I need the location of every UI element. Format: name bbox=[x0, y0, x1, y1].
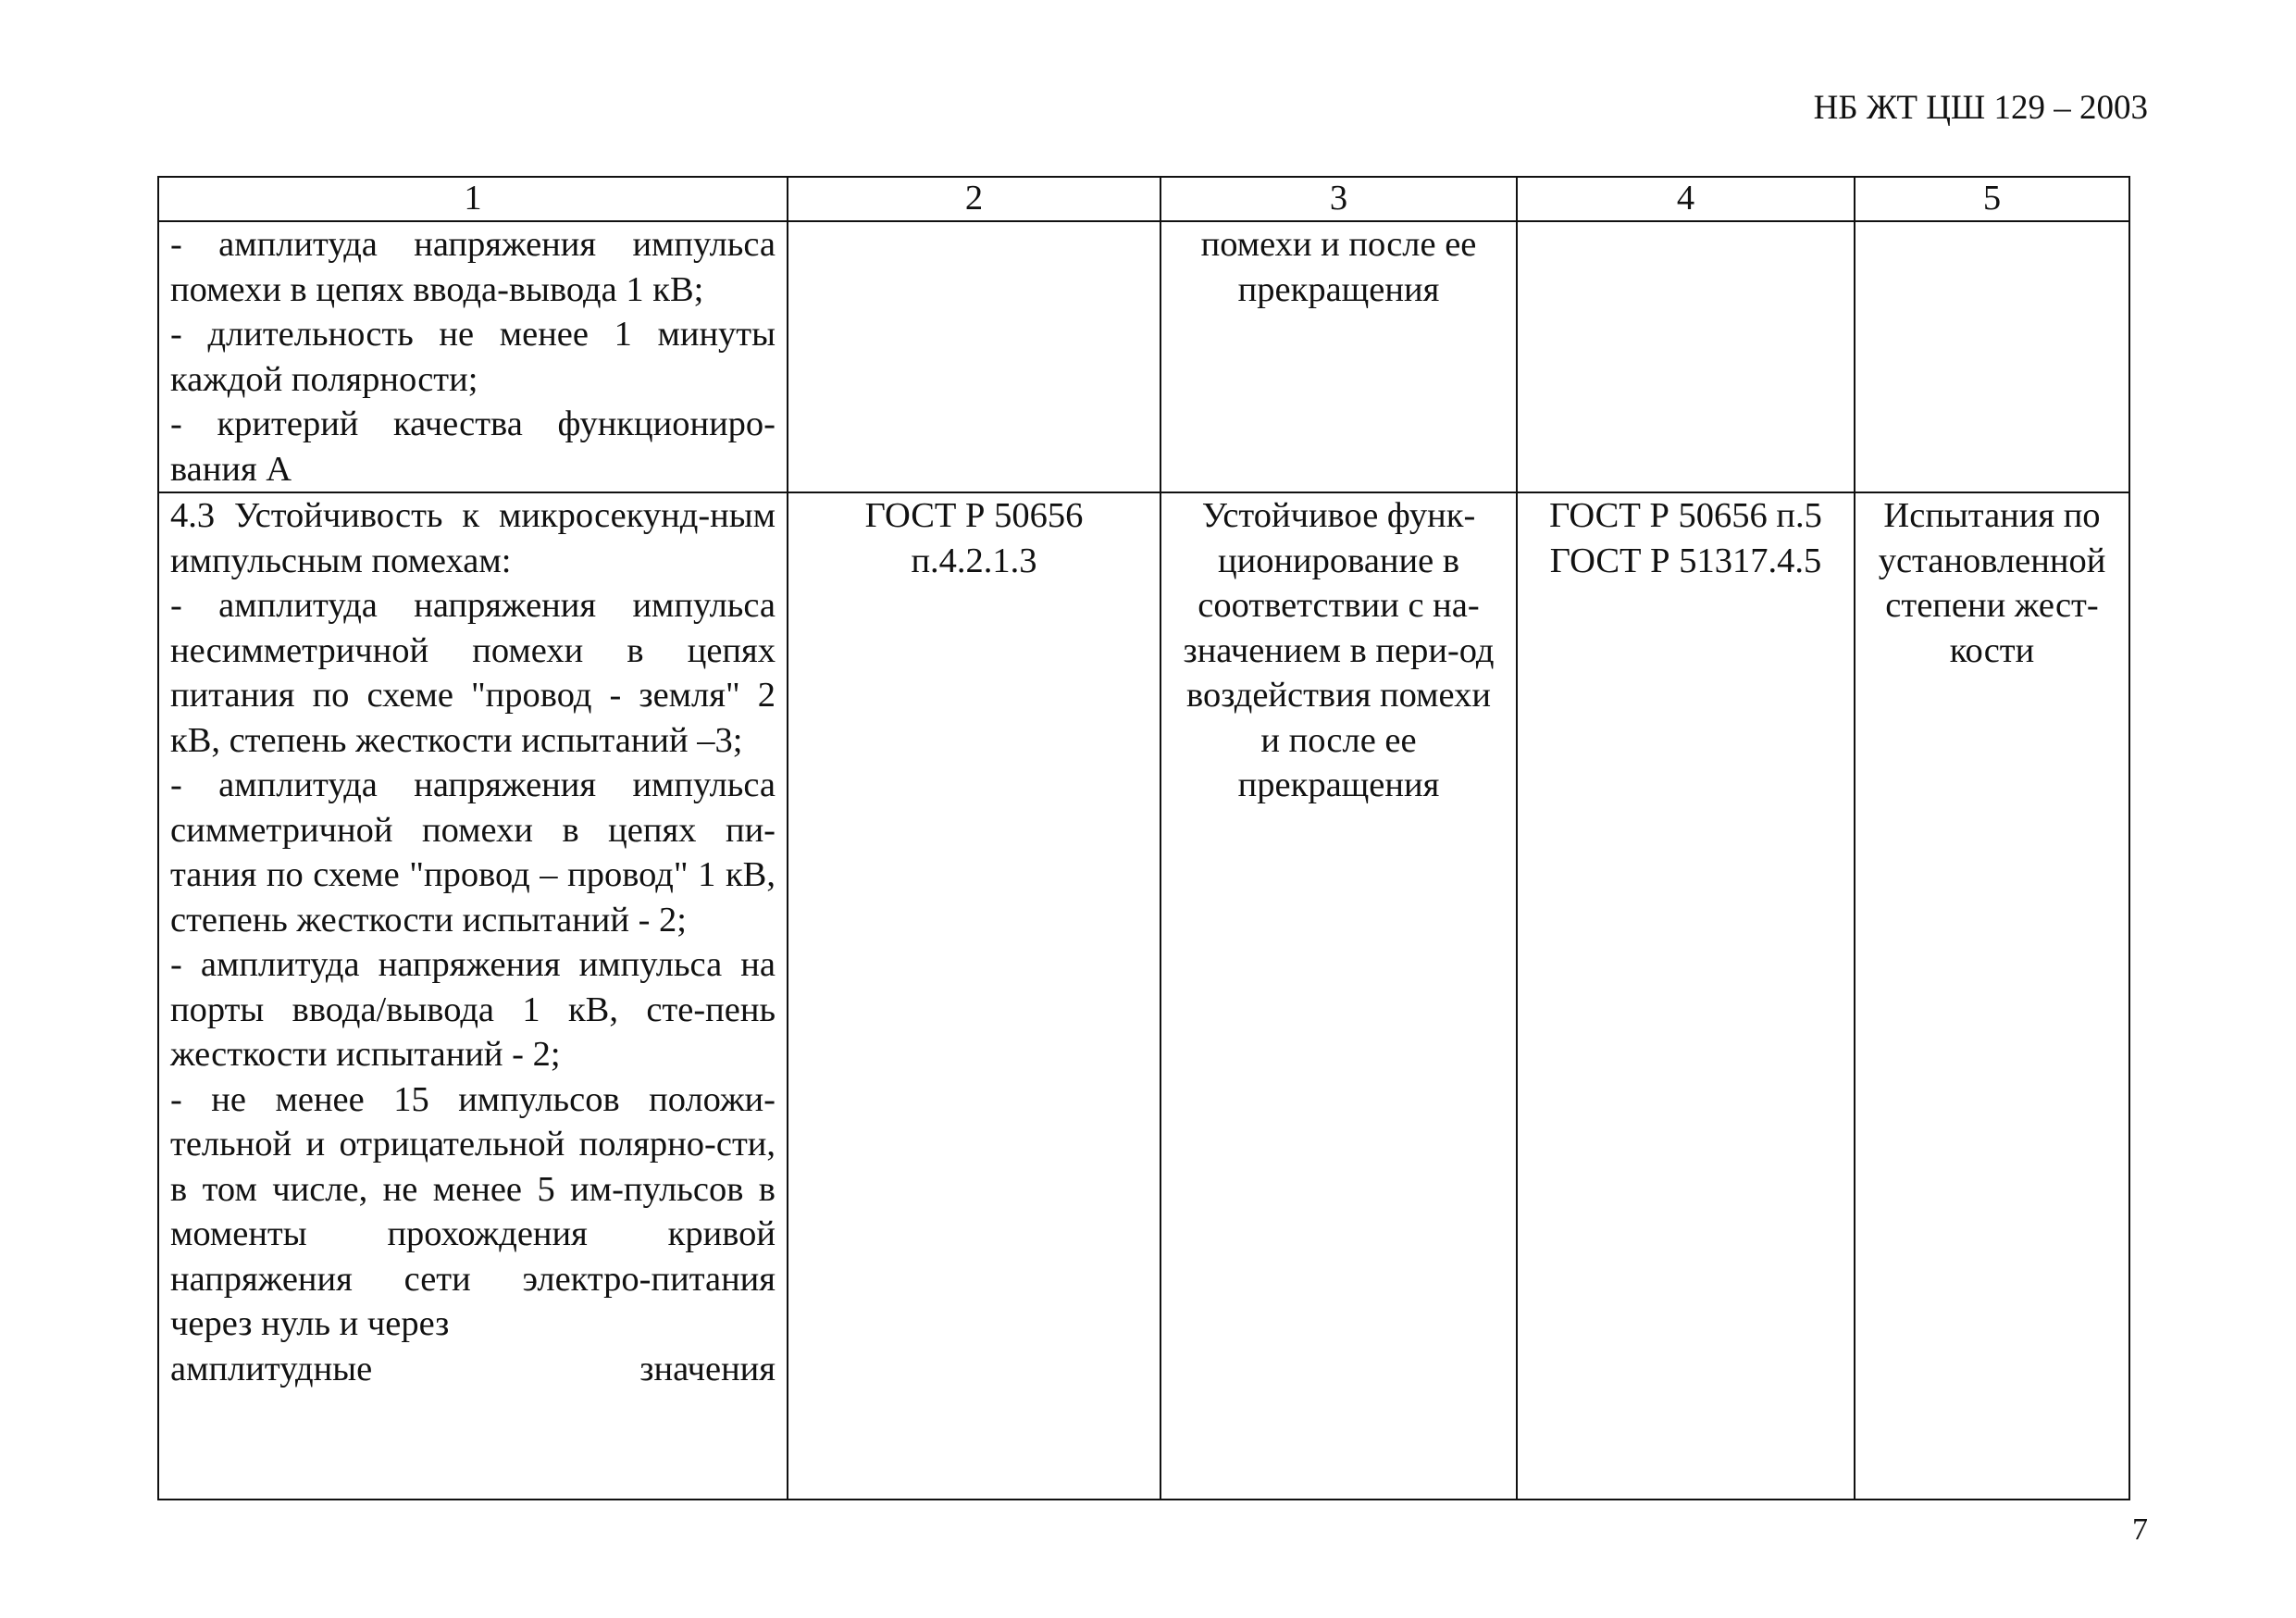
criterion-cell: Устойчивое функ-ционирование в соответствии с на-значением в пери-од воздействия помехи и после ее прекращения bbox=[1160, 492, 1517, 1500]
norm-document-cell: ГОСТ Р 50656 п.4.2.1.3 bbox=[788, 492, 1160, 1500]
column-number-3: 3 bbox=[1160, 177, 1517, 221]
page-number: 7 bbox=[2132, 1512, 2148, 1547]
test-method-cell bbox=[1517, 221, 1855, 492]
column-number-row bbox=[158, 177, 2129, 221]
column-number-2: 2 bbox=[788, 177, 1160, 221]
note-cell bbox=[1855, 221, 2129, 492]
test-method-cell bbox=[1517, 492, 1855, 1500]
table-row bbox=[158, 221, 2129, 492]
column-number-1: 1 bbox=[158, 177, 788, 221]
requirement-line: - не менее 15 импульсов положи-тельной и отрицательной полярно-сти, в том числе, не менее 5 им-пульсов в моменты прохождения кривой напряжения сети электро-питания через нуль и через bbox=[170, 1079, 776, 1343]
norm-document-cell bbox=[788, 221, 1160, 492]
requirement-cell bbox=[158, 492, 788, 1500]
requirement-cell bbox=[158, 221, 788, 492]
test-method-line: ГОСТ Р 51317.4.5 bbox=[1549, 541, 1822, 580]
requirement-line: амплитудные значения bbox=[170, 1349, 776, 1388]
column-number-4: 4 bbox=[1517, 177, 1855, 221]
requirement-line: 4.3 Устойчивость к микросекунд-ным импульсным помехам: bbox=[170, 496, 776, 580]
criterion-cell: помехи и после ее прекращения bbox=[1160, 221, 1517, 492]
requirement-line: - длительность не менее 1 минуты каждой полярности; bbox=[170, 315, 776, 399]
column-number-5: 5 bbox=[1855, 177, 2129, 221]
requirement-line: - амплитуда напряжения импульса помехи в цепях ввода-вывода 1 кВ; bbox=[170, 225, 776, 309]
table-row bbox=[158, 492, 2129, 1500]
requirements-table bbox=[157, 176, 2130, 1500]
requirement-line: - амплитуда напряжения импульса симметричной помехи в цепях пи-тания по схеме "провод – провод" 1 кВ, степень жесткости испытаний - 2; bbox=[170, 765, 776, 940]
requirement-line: - амплитуда напряжения импульса на порты ввода/вывода 1 кВ, сте-пень жесткости испытаний - 2; bbox=[170, 945, 776, 1074]
document-code-header: НБ ЖТ ЦШ 129 – 2003 bbox=[1813, 89, 2148, 127]
test-method-line: ГОСТ Р 50656 п.5 bbox=[1549, 496, 1822, 535]
requirement-line: - критерий качества функциониро-вания А bbox=[170, 404, 776, 489]
note-cell: Испытания по установленной степени жест-кости bbox=[1855, 492, 2129, 1500]
requirement-line: - амплитуда напряжения импульса несимметричной помехи в цепях питания по схеме "провод - земля" 2 кВ, степень жесткости испытаний –3; bbox=[170, 586, 776, 760]
